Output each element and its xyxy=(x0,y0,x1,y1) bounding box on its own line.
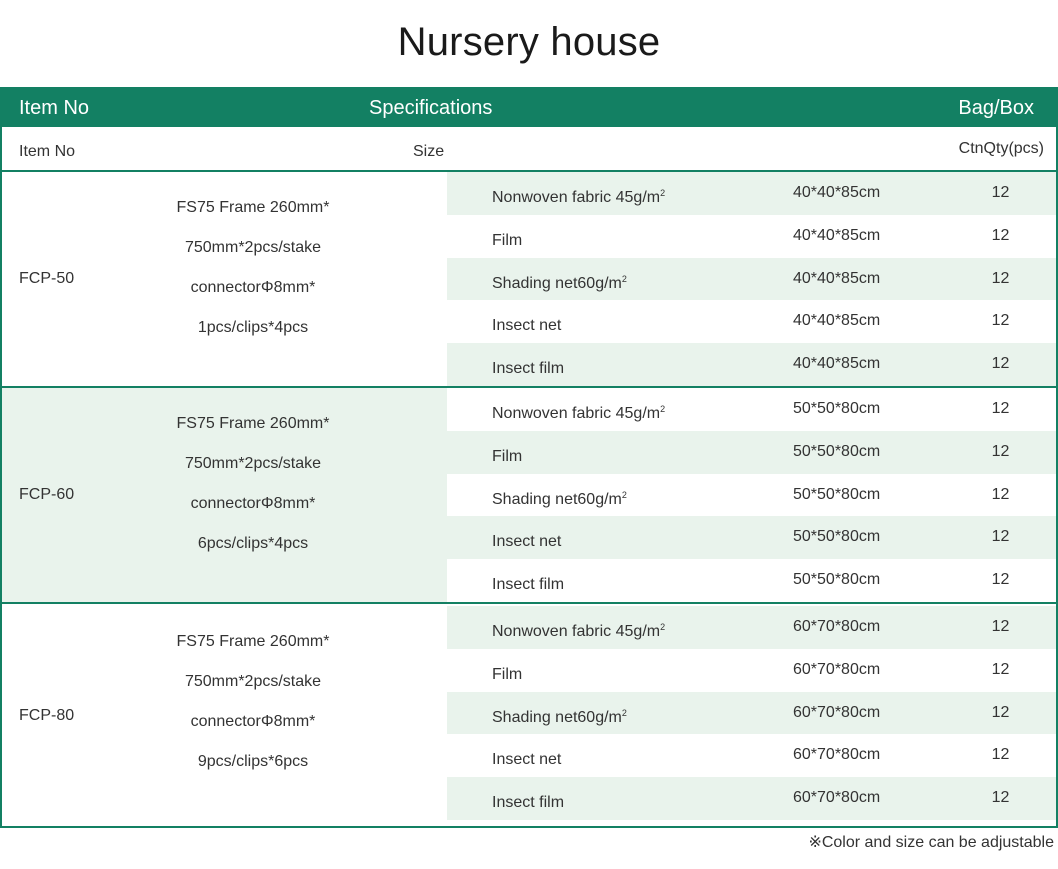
table-row xyxy=(447,734,1056,777)
qty-value: 12 xyxy=(991,269,1010,287)
size-value: 40*40*85cm xyxy=(793,184,881,201)
size-value: 60*70*80cm xyxy=(793,703,881,721)
item-number: FCP-60 xyxy=(19,486,75,503)
table-row xyxy=(447,172,1056,215)
frame-spec-line: connectorΦ8mm* xyxy=(190,279,316,296)
size-value: 50*50*80cm xyxy=(793,400,881,417)
size-value: 50*50*80cm xyxy=(793,571,881,589)
qty-value: 12 xyxy=(991,789,1010,807)
material-name: Insect film xyxy=(492,576,565,594)
header-item-no: Item No xyxy=(19,97,90,119)
header-bag-box: Bag/Box xyxy=(958,97,1034,119)
table-row xyxy=(447,215,1056,258)
frame-spec-line: 6pcs/clips*4pcs xyxy=(197,535,309,552)
material-name: Shading $net60g/m^2$ xyxy=(492,273,627,292)
frame-spec xyxy=(142,622,364,782)
qty-value: 12 xyxy=(991,312,1010,330)
size-value: 50*50*80cm xyxy=(793,485,881,503)
table-subheader xyxy=(2,127,1056,172)
qty-value: 12 xyxy=(991,184,1010,201)
material-name: Film xyxy=(492,231,523,249)
size-value: 60*70*80cm xyxy=(793,789,881,807)
frame-spec-line: 9pcs/clips*6pcs xyxy=(197,753,309,770)
frame-spec-line: 750mm*2pcs/stake xyxy=(184,673,322,690)
material-rows xyxy=(447,388,1056,602)
qty-value: 12 xyxy=(991,703,1010,721)
material-name: Film xyxy=(492,447,523,465)
size-value: 40*40*85cm xyxy=(793,355,881,373)
table-row xyxy=(447,474,1056,517)
qty-value: 12 xyxy=(991,618,1010,635)
qty-value: 12 xyxy=(991,528,1010,546)
table-row xyxy=(447,388,1056,431)
material-rows xyxy=(447,172,1056,386)
material-name: Film xyxy=(492,665,523,683)
material-name: Insect net xyxy=(492,533,562,551)
table-header xyxy=(2,89,1056,127)
product-group-fcp-50 xyxy=(2,172,1056,388)
frame-spec-line: 1pcs/clips*4pcs xyxy=(197,319,309,336)
frame-spec-line: FS75 Frame 260mm* xyxy=(176,415,330,432)
product-group-fcp-60 xyxy=(2,388,1056,604)
table-row xyxy=(447,343,1056,386)
frame-spec xyxy=(142,404,364,564)
qty-value: 12 xyxy=(991,746,1010,764)
size-value: 50*50*80cm xyxy=(793,528,881,546)
size-value: 60*70*80cm xyxy=(793,660,881,678)
table-row xyxy=(447,649,1056,692)
frame-spec-line: 750mm*2pcs/stake xyxy=(184,455,322,472)
product-table xyxy=(0,87,1058,828)
size-value: 50*50*80cm xyxy=(793,442,881,460)
size-value: 40*40*85cm xyxy=(793,226,881,244)
material-name: Insect film xyxy=(492,794,565,812)
table-row xyxy=(447,431,1056,474)
material-name: Nonwoven fabric $45g/m^2$ xyxy=(492,404,666,422)
frame-spec-line: FS75 Frame 260mm* xyxy=(176,633,330,650)
frame-spec xyxy=(142,188,364,348)
product-group-fcp-80 xyxy=(2,606,1056,825)
qty-value: 12 xyxy=(991,485,1010,503)
size-value: 60*70*80cm xyxy=(793,746,881,764)
material-name: Shading $net60g/m^2$ xyxy=(492,707,627,726)
page-title: Nursery house xyxy=(397,20,661,64)
qty-value: 12 xyxy=(991,226,1010,244)
subheader-item-no: Item No xyxy=(19,143,76,160)
material-name: Insect net xyxy=(492,317,562,335)
qty-value: 12 xyxy=(991,660,1010,678)
material-name: Nonwoven fabric $45g/m^2$ xyxy=(492,622,666,640)
material-rows xyxy=(447,606,1056,825)
qty-value: 12 xyxy=(991,400,1010,417)
frame-spec-line: connectorΦ8mm* xyxy=(190,495,316,512)
material-name: Nonwoven fabric $45g/m^2$ xyxy=(492,188,666,206)
frame-spec-line: 750mm*2pcs/stake xyxy=(184,239,322,256)
table-row xyxy=(447,258,1056,301)
table-row xyxy=(447,606,1056,649)
size-value: 40*40*85cm xyxy=(793,312,881,330)
table-row xyxy=(447,692,1056,735)
frame-spec-line: connectorΦ8mm* xyxy=(190,713,316,730)
qty-value: 12 xyxy=(991,442,1010,460)
header-specifications: Specifications xyxy=(369,97,493,119)
material-name: Insect net xyxy=(492,751,562,769)
table-row xyxy=(447,559,1056,602)
table-row xyxy=(447,777,1056,820)
table-row xyxy=(447,300,1056,343)
footnote: ※Color and size can be adjustable xyxy=(808,834,1054,851)
item-number: FCP-50 xyxy=(19,270,75,287)
material-name: Insect film xyxy=(492,360,565,378)
qty-value: 12 xyxy=(991,355,1010,373)
subheader-size: Size xyxy=(413,143,445,160)
table-row xyxy=(447,516,1056,559)
item-number: FCP-80 xyxy=(19,706,75,724)
frame-spec-line: FS75 Frame 260mm* xyxy=(176,199,330,216)
subheader-ctn-qty: CtnQty(pcs) xyxy=(958,140,1044,157)
material-name: Shading $net60g/m^2$ xyxy=(492,489,627,508)
size-value: 40*40*85cm xyxy=(793,269,881,287)
qty-value: 12 xyxy=(991,571,1010,589)
size-value: 60*70*80cm xyxy=(793,618,881,635)
